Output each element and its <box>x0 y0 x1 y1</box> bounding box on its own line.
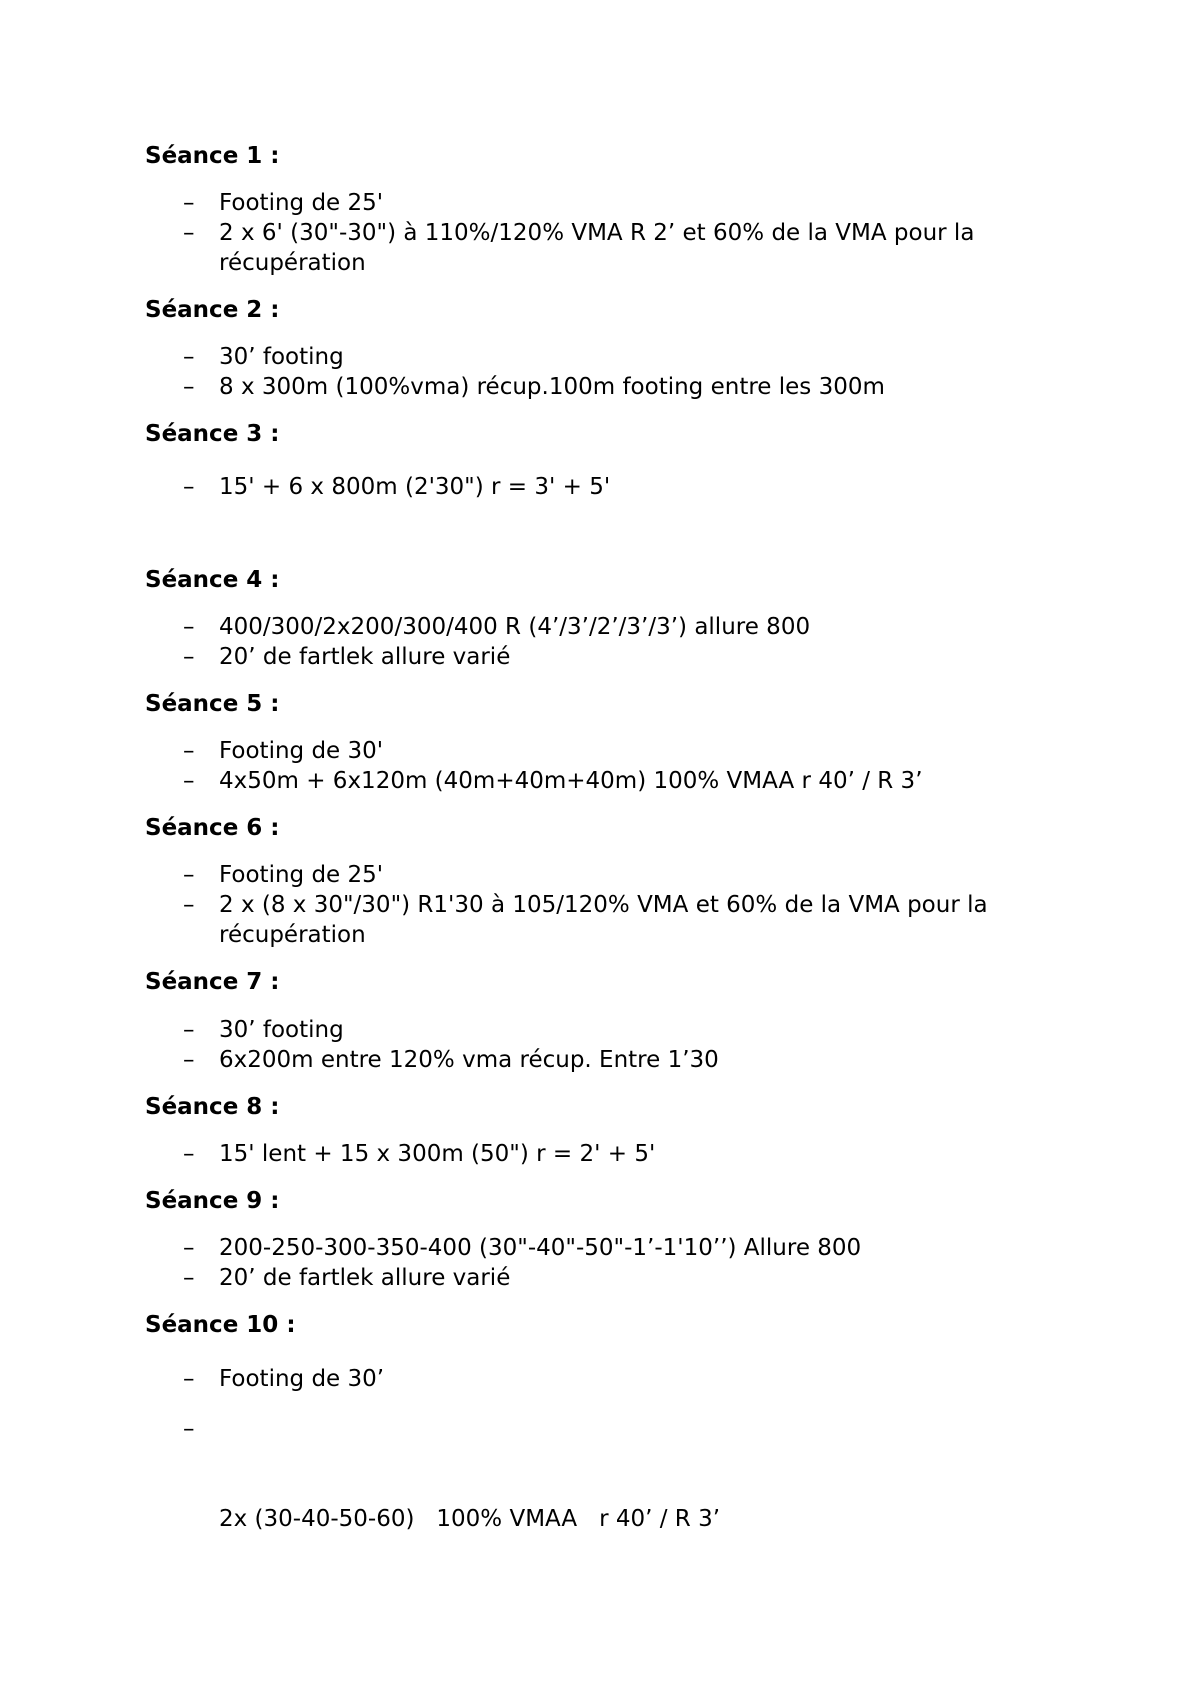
bullet-dash: – <box>183 614 195 640</box>
list-item <box>183 766 1063 796</box>
bullet-dash: – <box>183 1047 195 1073</box>
list-item <box>183 218 1063 278</box>
item-text: Footing de 25' <box>219 190 384 216</box>
bullet-dash: – <box>183 1416 195 1442</box>
bullet-dash: – <box>183 738 195 764</box>
section-heading: Séance 4 : <box>145 567 280 593</box>
list-item <box>183 1263 1063 1293</box>
list-item <box>183 860 1063 890</box>
list-item <box>183 736 1063 766</box>
list-item <box>183 188 1063 218</box>
bullet-dash: – <box>183 190 195 216</box>
bullet-dash: – <box>183 220 195 246</box>
item-text: 8 x 300m (100%vma) récup.100m footing entre les 300m <box>219 374 885 400</box>
bullet-dash: – <box>183 768 195 794</box>
bullet-dash: – <box>183 892 195 918</box>
list-item <box>183 372 1063 402</box>
item-text: 2 x (8 x 30"/30") R1'30 à 105/120% VMA et 60% de la VMA pour la récupération <box>219 892 988 948</box>
section-heading: Séance 5 : <box>145 691 280 717</box>
item-text: Footing de 30' <box>219 738 384 764</box>
section-heading: Séance 6 : <box>145 815 280 841</box>
list-item <box>183 1233 1063 1263</box>
bullet-dash: – <box>183 374 195 400</box>
bullet-dash: – <box>183 1366 195 1392</box>
list-item <box>183 342 1063 372</box>
bullet-dash: – <box>183 474 195 500</box>
section-heading: Séance 2 : <box>145 297 280 323</box>
list-item <box>183 1045 1063 1075</box>
list-item <box>183 1414 1063 1594</box>
bullet-dash: – <box>183 862 195 888</box>
item-text: 20’ de fartlek allure varié <box>219 644 511 670</box>
section-heading: Séance 9 : <box>145 1188 280 1214</box>
list-item <box>183 612 1063 642</box>
bullet-dash: – <box>183 1265 195 1291</box>
item-text: Footing de 30’ <box>219 1366 385 1392</box>
bullet-dash: – <box>183 1141 195 1167</box>
item-text: 6x200m entre 120% vma récup. Entre 1’30 <box>219 1047 719 1073</box>
item-text: 2x (30-40-50-60) 100% VMAA r 40’ / R 3’ <box>219 1506 721 1532</box>
item-text: 20’ de fartlek allure varié <box>219 1265 511 1291</box>
bullet-dash: – <box>183 1017 195 1043</box>
item-text: 4x50m + 6x120m (40m+40m+40m) 100% VMAA r 40’ / R 3’ <box>219 768 923 794</box>
bullet-dash: – <box>183 1235 195 1261</box>
section-heading: Séance 3 : <box>145 421 280 447</box>
section-heading: Séance 8 : <box>145 1094 280 1120</box>
item-text: 15' lent + 15 x 300m (50") r = 2' + 5' <box>219 1141 656 1167</box>
list-item <box>183 890 1063 950</box>
section-heading: Séance 7 : <box>145 969 280 995</box>
item-text: Footing de 25' <box>219 862 384 888</box>
section-heading: Séance 1 : <box>145 143 280 169</box>
list-item <box>183 1015 1063 1045</box>
item-text: 30’ footing <box>219 1017 344 1043</box>
item-text: 30’ footing <box>219 344 344 370</box>
section-heading: Séance 10 : <box>145 1312 296 1338</box>
list-item <box>183 1364 1063 1394</box>
bullet-dash: – <box>183 644 195 670</box>
item-text: 2 x 6' (30"-30") à 110%/120% VMA R 2’ et 60% de la VMA pour la récupération <box>219 220 975 276</box>
item-text: 200-250-300-350-400 (30"-40"-50"-1’-1'10’’) Allure 800 <box>219 1235 862 1261</box>
list-item <box>183 642 1063 672</box>
bullet-dash: – <box>183 344 195 370</box>
item-text: 15' + 6 x 800m (2'30") r = 3' + 5' <box>219 474 611 500</box>
list-item <box>183 472 1063 502</box>
item-text: 400/300/2x200/300/400 R (4’/3’/2’/3’/3’) allure 800 <box>219 614 811 640</box>
list-item <box>183 1139 1063 1169</box>
